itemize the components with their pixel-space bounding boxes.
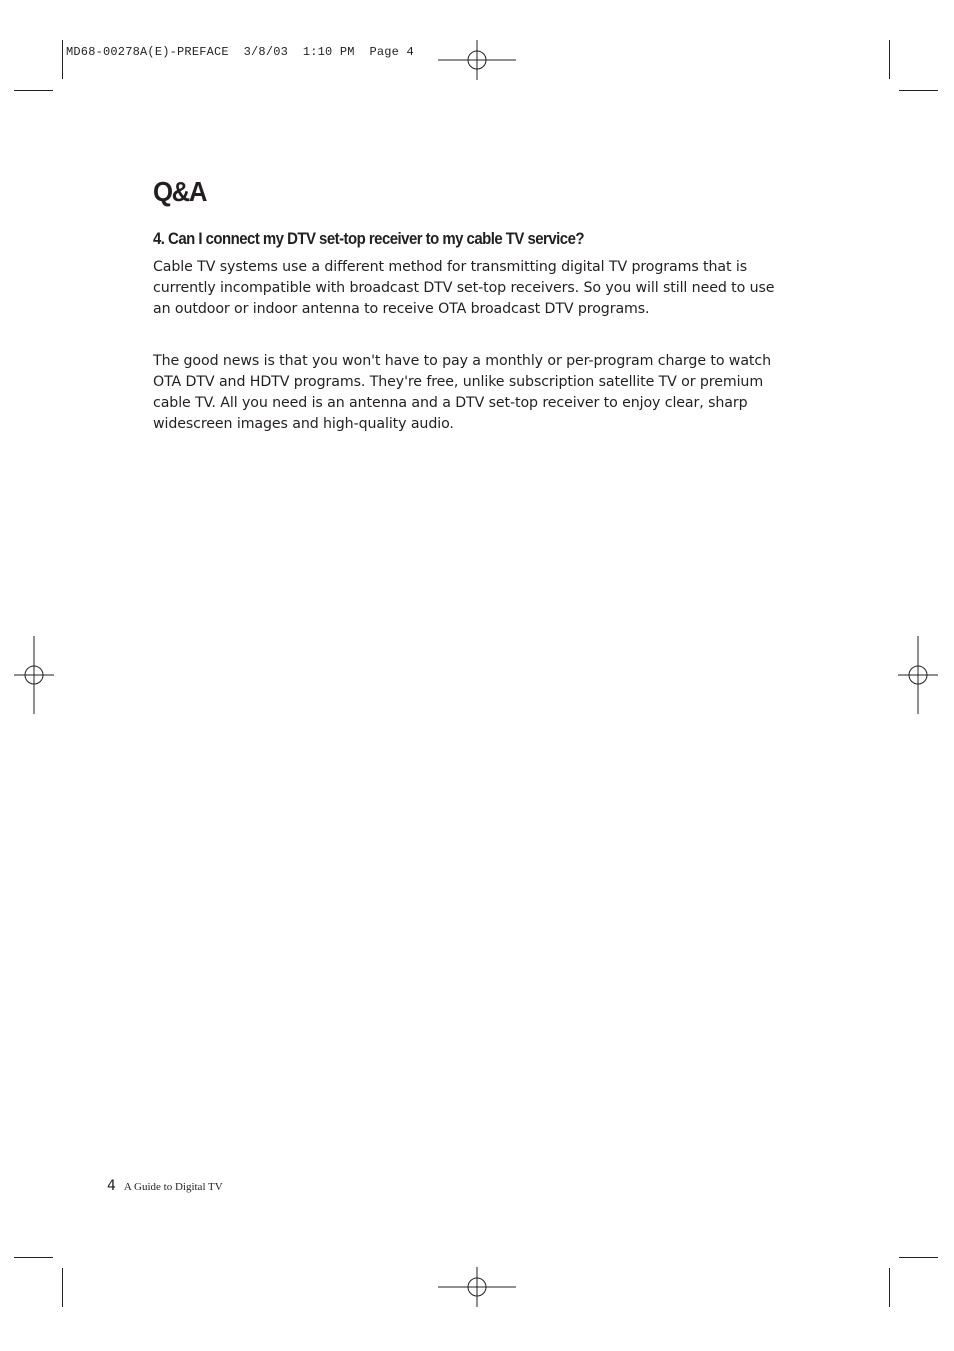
page-number: 4	[107, 1178, 116, 1194]
crop-mark-bottom-left-vertical	[62, 1268, 63, 1307]
crop-mark-bottom-left-horizontal	[14, 1257, 53, 1258]
registration-mark-top-icon	[438, 40, 516, 80]
registration-mark-right-icon	[898, 636, 938, 714]
page-footer	[107, 1177, 223, 1195]
crop-mark-top-right-vertical	[889, 40, 890, 79]
slug-line: MD68-00278A(E)-PREFACE 3/8/03 1:10 PM Page 4	[66, 45, 414, 59]
guide-title: A Guide to Digital TV	[123, 1181, 223, 1193]
registration-mark-bottom-icon	[438, 1267, 516, 1307]
answer-paragraph-2: The good news is that you won't have to pay a monthly or per-program charge to watch OTA DTV and HDTV programs. They're free, unlike subscription satellite TV or premium cable TV. All you need is an antenna and a DTV set-top receiver to enjoy clear, sharp widescreen images and high-quality audio.	[153, 353, 771, 432]
crop-mark-top-left-horizontal	[14, 90, 53, 91]
crop-mark-bottom-right-horizontal	[899, 1257, 938, 1258]
crop-mark-top-left-vertical	[62, 40, 63, 79]
registration-mark-left-icon	[14, 636, 54, 714]
crop-mark-top-right-horizontal	[899, 90, 938, 91]
answer-paragraph-1: Cable TV systems use a different method for transmitting digital TV programs that is currently incompatible with broadcast DTV set-top receivers. So you will still need to use an outdoor or indoor antenna to receive OTA broadcast DTV programs.	[153, 259, 775, 317]
question-heading: 4. Can I connect my DTV set-top receiver to my cable TV service?	[153, 229, 584, 248]
crop-mark-bottom-right-vertical	[889, 1268, 890, 1307]
section-title: Q&A	[153, 176, 207, 207]
